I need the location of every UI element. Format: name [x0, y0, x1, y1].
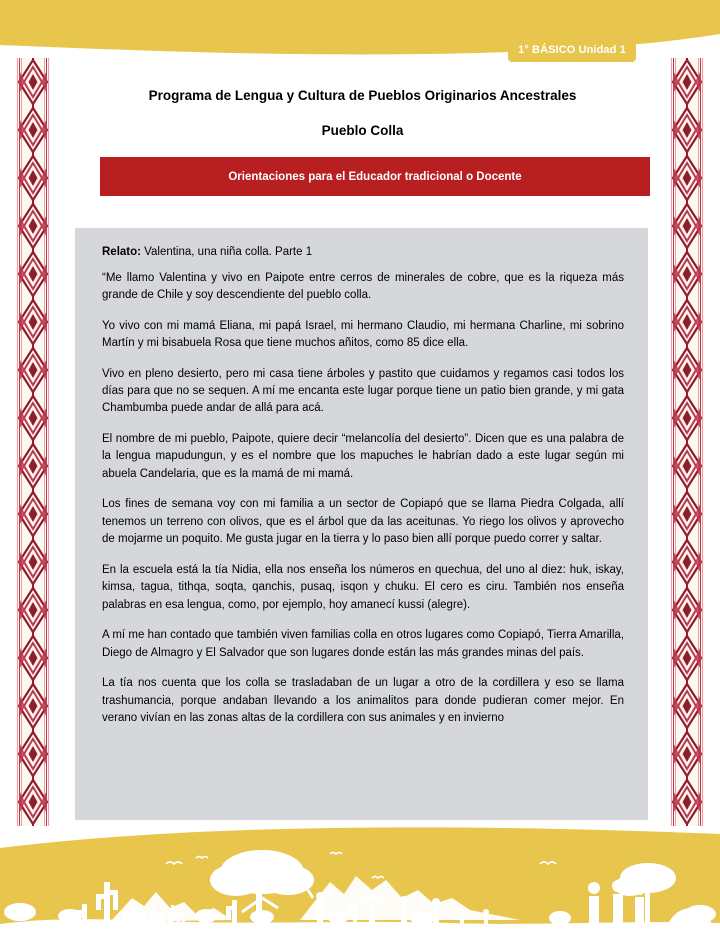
story-paragraph: A mí me han contado que también viven familias colla en otros lugares como Copiapó, Tierra Amarilla, Diego de Almagro y El Salvador que son lugares donde están las más grandes minas del país.: [102, 629, 624, 659]
story-paragraph: La tía nos cuenta que los colla se trasladaban de un lugar a otro de la cordillera y eso se llama trashumancia, porque andaban llevando a los animalitos para donde pudieran comer mejor. En verano vivían en las zonas altas de la cordillera con sus animales y en invierno: [102, 677, 624, 725]
story-paragraph: Los fines de semana voy con mi familia a un sector de Copiapó que se llama Piedra Colgada, allí tenemos un terreno con olivos, que es el árbol que da las aceitunas. Yo riego los olivos y aprovecho de mojarme un poquito. Me gusta jugar en la tierra y lo paso bien allí porque puedo correr y saltar.: [102, 498, 624, 546]
relato-label: Relato:: [102, 246, 141, 258]
unit-badge-label: 1° BÁSICO Unidad 1: [518, 43, 626, 56]
story-paragraph: El nombre de mi pueblo, Paipote, quiere decir “melancolía del desierto”. Dicen que es una palabra de la lengua mapudungun, y es el nombre que los mapuches le habrían dado a este lugar según mi abuela Candelaria, que es la mamá de mi mamá.: [102, 432, 624, 480]
page-subtitle: Pueblo Colla: [321, 123, 404, 138]
story-paragraph: Yo vivo con mi mamá Eliana, mi papá Israel, mi hermano Claudio, mi hermana Charline, mi sobrino Martín y mi bisabuela Rosa que tiene muchos añitos, como 85 dice ella.: [102, 319, 624, 350]
page-title: Programa de Lengua y Cultura de Pueblos Originarios Ancestrales: [148, 88, 577, 103]
story-paragraph: “Me llamo Valentina y vivo en Paipote entre cerros de minerales de cobre, que es la riqueza más grande de Chile y soy descendiente del pueblo colla.: [102, 271, 624, 302]
story-content-box: [75, 228, 648, 820]
desert-silhouette-illustration: [0, 820, 720, 932]
orientation-banner-label: Orientaciones para el Educador tradicional o Docente: [228, 170, 522, 183]
document-page: [0, 62, 720, 822]
unit-badge: [508, 38, 636, 62]
bottom-decorative-band: [0, 820, 720, 932]
relato-heading: [102, 244, 624, 261]
orientation-banner: [100, 157, 650, 196]
story-paragraph: En la escuela está la tía Nidia, ella nos enseña los números en quechua, del uno al diez: huk, iskay, kimsa, tagua, tithqa, soqta, qanchis, pusaq, isqon y chuku. El cero es ciru. También nos enseña palabras en esa lengua, como, por ejemplo, hoy amanecí kussi (alegre).: [102, 563, 624, 611]
story-paragraph: Vivo en pleno desierto, pero mi casa tiene árboles y pastito que cuidamos y regamos casi todos los días para que no se sequen. A mí me encanta este lugar porque tiene un patio bien grande, y mi gata Chambumba puede andar de allá para acá.: [102, 367, 624, 415]
relato-value: Valentina, una niña colla. Parte 1: [140, 246, 313, 258]
